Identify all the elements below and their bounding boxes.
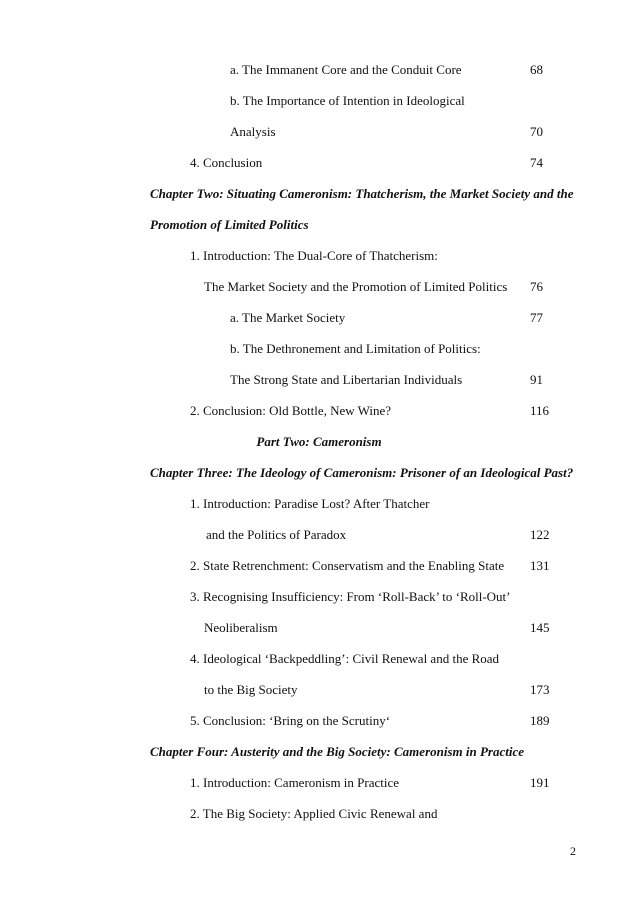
toc-entry: 1. Introduction: Cameronism in Practice [190,775,400,790]
toc-entry: 3. Recognising Insufficiency: From ‘Roll-Back’ to ‘Roll-Out’ [190,589,511,604]
toc-page: 70 [530,124,543,139]
toc-page: 145 [530,620,550,635]
chapter-heading: Chapter Three: The Ideology of Cameronism: Prisoner of an Ideological Past? [150,465,574,480]
toc-entry: 1. Introduction: The Dual-Core of Thatcherism: [190,248,438,263]
toc-entry: to the Big Society [204,682,298,697]
toc-page: 91 [530,372,543,387]
toc-entry: The Strong State and Libertarian Individuals [230,372,463,387]
toc-entry: 2. Conclusion: Old Bottle, New Wine? [190,403,392,418]
toc-entry: 5. Conclusion: ‘Bring on the Scrutiny‘ [190,713,391,728]
toc-page: 116 [530,403,550,418]
toc-entry: 1. Introduction: Paradise Lost? After Thatcher [190,496,430,511]
toc-entry: 4. Ideological ‘Backpeddling’: Civil Renewal and the Road [190,651,500,666]
chapter-heading: Chapter Four: Austerity and the Big Society: Cameronism in Practice [150,744,525,759]
toc-entry: Neoliberalism [204,620,278,635]
toc-page: 191 [530,775,550,790]
part-heading: Part Two: Cameronism [256,434,382,449]
toc-page: 131 [530,558,550,573]
toc-entry: 2. State Retrenchment: Conservatism and the Enabling State [190,558,505,573]
toc-page: 122 [530,527,550,542]
toc-entry: Analysis [230,124,276,139]
toc-entry: 2. The Big Society: Applied Civic Renewal and [190,806,438,821]
toc-entry: 4. Conclusion [190,155,263,170]
toc-entry: a. The Immanent Core and the Conduit Core [230,62,462,77]
toc-page: 77 [530,310,543,325]
toc-page: 173 [530,682,550,697]
toc-page: 76 [530,279,543,294]
toc-entry: The Market Society and the Promotion of Limited Politics [204,279,508,294]
toc-page: 68 [530,62,543,77]
toc-entry: and the Politics of Paradox [206,527,347,542]
toc-entry: b. The Dethronement and Limitation of Politics: [230,341,481,356]
toc-page: 74 [530,155,543,170]
page-number: 2 [570,844,576,858]
toc-entry: a. The Market Society [230,310,346,325]
toc-entry: b. The Importance of Intention in Ideological [230,93,465,108]
chapter-heading: Chapter Two: Situating Cameronism: Thatcherism, the Market Society and the [150,186,574,201]
chapter-heading: Promotion of Limited Politics [150,217,309,232]
toc-page: 189 [530,713,550,728]
